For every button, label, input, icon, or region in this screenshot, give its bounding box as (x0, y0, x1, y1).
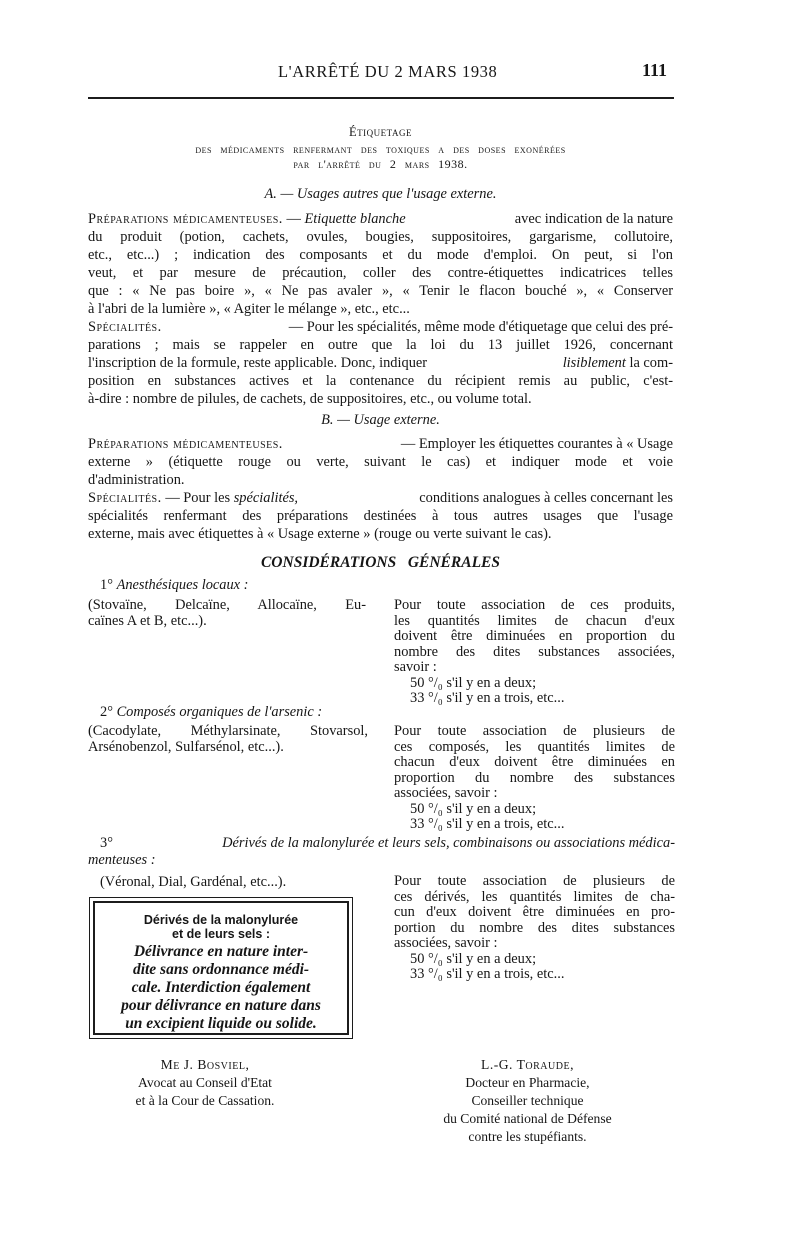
signatory-title: Avocat au Conseil d'Etat (138, 1075, 272, 1090)
rule-line: associées, savoir : (394, 935, 498, 951)
rule-line: nombre des dites substances associées, (394, 643, 675, 660)
paragraph-line: du produit (potion, cachets, ovules, bougies, suppositoires, gargarisme, collutoire, (88, 229, 673, 245)
item-3-examples: (Véronal, Dial, Gardénal, etc...). (100, 874, 287, 890)
notice-line: dite sans ordonnance médi- (132, 961, 310, 978)
rule-line: savoir : (394, 659, 437, 675)
paragraph-line: etc., etc...) ; indication des composants et du mode d'emploi. On peut, si l'on (88, 247, 673, 263)
page-number: 111 (642, 60, 668, 80)
item-number: 3° (100, 835, 113, 851)
paragraph-line: parations ; mais se rappeler en outre que la loi du 13 juillet 1926, concernant (88, 337, 673, 353)
notice-box (89, 897, 353, 1039)
rate-line: 50 °/₀ s'il y en a deux; (410, 950, 537, 967)
rate-line: 33 °/₀ s'il y en a trois, etc... (410, 816, 565, 832)
dash: — (282, 211, 305, 227)
italic-term: Etiquette blanche (304, 211, 406, 227)
notice-line: un excipient liquide ou solide. (125, 1015, 317, 1032)
rate-line: 33 °/₀ s'il y en a trois, etc... (410, 690, 565, 706)
item-2-rule (394, 724, 675, 833)
text-segment: l'inscription de la formule, reste applicable. Donc, indiquer (88, 355, 428, 371)
header-rule (88, 97, 674, 99)
example-line: (Cacodylate, Méthylarsinate, Stovarsol, (88, 723, 368, 739)
paragraph-line: d'administration. (88, 472, 185, 488)
signatory-title: du Comité national de Défense (443, 1111, 612, 1126)
rate-line: 50 °/₀ s'il y en a deux; (410, 674, 537, 691)
rule-line: associées, savoir : (394, 785, 498, 801)
signature-left (60, 1056, 350, 1110)
paragraph-line (88, 318, 673, 336)
signatory-title: Conseiller technique (471, 1093, 584, 1108)
item-2-examples (88, 724, 368, 755)
paragraph-line: à-dire : nombre de pilules, de cachets, de suppositoires, etc., ou volume total. (88, 391, 532, 407)
item-1-rule (394, 598, 675, 707)
rule-line: Pour toute association de plusieurs de (394, 723, 675, 739)
item-2-title (100, 704, 322, 721)
rule-line: proportion du nombre des substances (394, 769, 675, 786)
text-segment: la com- (625, 355, 673, 371)
notice-line: cale. Interdiction également (131, 979, 311, 996)
rule-line: les quantités limites de chacun d'eux (394, 612, 675, 629)
item-1-title (100, 577, 248, 594)
rule-line: doivent être diminuées en proportion du (394, 628, 675, 644)
text-segment: — Pour les spécialités, même mode d'étiquetage que celui des pré- (288, 319, 673, 335)
item-title: Dérivés de la malonylurée et leurs sels, combinaisons ou associations médica- (222, 835, 675, 851)
rule-line: chacun d'eux doivent être diminuées en (394, 754, 675, 770)
signatory-title: Docteur en Pharmacie, (465, 1075, 590, 1090)
rule-line: Pour toute association de ces produits, (394, 597, 675, 613)
label-heading-line: par l'arrêté du 2 mars 1938. (293, 157, 468, 171)
paragraph-line: à l'abri de la lumière », « Agiter le mélange », etc., etc... (88, 301, 410, 317)
rule-line: ces dérivés, les quantités limites de cha- (394, 888, 675, 905)
signatory-title: contre les stupéfiants. (468, 1129, 587, 1144)
item-title: Anesthésiques locaux : (116, 577, 249, 593)
item-3-title-cont: menteuses : (88, 852, 156, 868)
paragraph-line: que : « Ne pas boire », « Ne pas avaler », « Tenir le flacon bouché », « Conserver (88, 283, 673, 299)
section-a-heading: A. — Usages autres que l'usage externe. (264, 186, 497, 202)
text-segment: — Pour les (161, 490, 234, 506)
paragraph-line (88, 354, 673, 372)
item-number: 1° (100, 577, 113, 593)
paragraph-line: externe, mais avec étiquettes à « Usage externe » (rouge ou verte suivant le cas). (88, 526, 552, 542)
notice-title: et de leurs sels : (172, 927, 270, 941)
notice-line: Délivrance en nature inter- (133, 943, 309, 960)
item-number: 2° (100, 704, 113, 720)
rate-line: 33 °/₀ s'il y en a trois, etc... (410, 966, 565, 982)
italic-term: spécialités, (233, 490, 299, 506)
example-line: caïnes A et B, etc...). (88, 612, 207, 629)
text-segment: — Employer les étiquettes courantes à « Usage (400, 436, 673, 452)
considerations-title: CONSIDÉRATIONS GÉNÉRALES (260, 554, 501, 571)
rule-line: cun d'eux doivent être diminuées en pro- (394, 904, 675, 920)
text-segment: conditions analogues à celles concernant les (419, 490, 673, 506)
rule-line: portion du nombre des dites substances (394, 919, 675, 936)
text-segment: avec indication de la nature (514, 211, 673, 227)
rule-line: ces composés, les quantités limites de (394, 738, 675, 755)
item-3-rule (394, 874, 675, 983)
paragraph-line (88, 435, 673, 453)
signatory-name: Me J. Bosviel, (160, 1057, 250, 1072)
notice-line: pour délivrance en nature dans (121, 997, 321, 1014)
italic-term: lisiblement (562, 355, 626, 371)
rule-line: Pour toute association de plusieurs de (394, 873, 675, 889)
notice-title: Dérivés de la malonylurée (143, 913, 299, 927)
paragraph-line: position en substances actives et la contenance du récipient remis au public, c'est- (88, 373, 673, 389)
label-heading-title: Étiquetage (349, 125, 412, 139)
example-line: (Stovaïne, Delcaïne, Allocaïne, Eu- (88, 597, 366, 613)
notice-box-inner (93, 901, 349, 1035)
paragraph-line (88, 210, 673, 228)
paragraph-line (88, 489, 673, 507)
section-b-heading: B. — Usage externe. (321, 412, 440, 428)
paragraph-line: veut, et par mesure de précaution, coller des contre-étiquettes indicatrices telles (88, 265, 673, 281)
preparations-lead: Préparations médicamenteuses. (88, 436, 283, 452)
specialites-lead: Spécialités. (88, 319, 162, 335)
running-header: L'ARRÊTÉ DU 2 MARS 1938 (278, 62, 498, 81)
specialites-lead: Spécialités. (88, 490, 162, 506)
item-3-title (100, 834, 675, 852)
item-title: Composés organiques de l'arsenic : (116, 704, 323, 720)
paragraph-line: externe » (étiquette rouge ou verte, suivant le cas) et indiquer mode et voie (88, 454, 673, 470)
preparations-lead: Préparations médicamenteuses. (88, 211, 283, 227)
example-line: Arsénobenzol, Sulfarsénol, etc...). (88, 738, 284, 755)
signatory-name: L.-G. Toraude, (481, 1057, 574, 1072)
signatory-title: et à la Cour de Cassation. (135, 1093, 275, 1108)
paragraph-line: spécialités renfermant des préparations destinées à tous autres usages que l'usage (88, 508, 673, 524)
item-1-examples (88, 598, 366, 629)
signature-right (405, 1056, 650, 1146)
rate-line: 50 °/₀ s'il y en a deux; (410, 800, 537, 817)
label-heading-line: des médicaments renfermant des toxiques a des doses exonérées (195, 142, 566, 156)
